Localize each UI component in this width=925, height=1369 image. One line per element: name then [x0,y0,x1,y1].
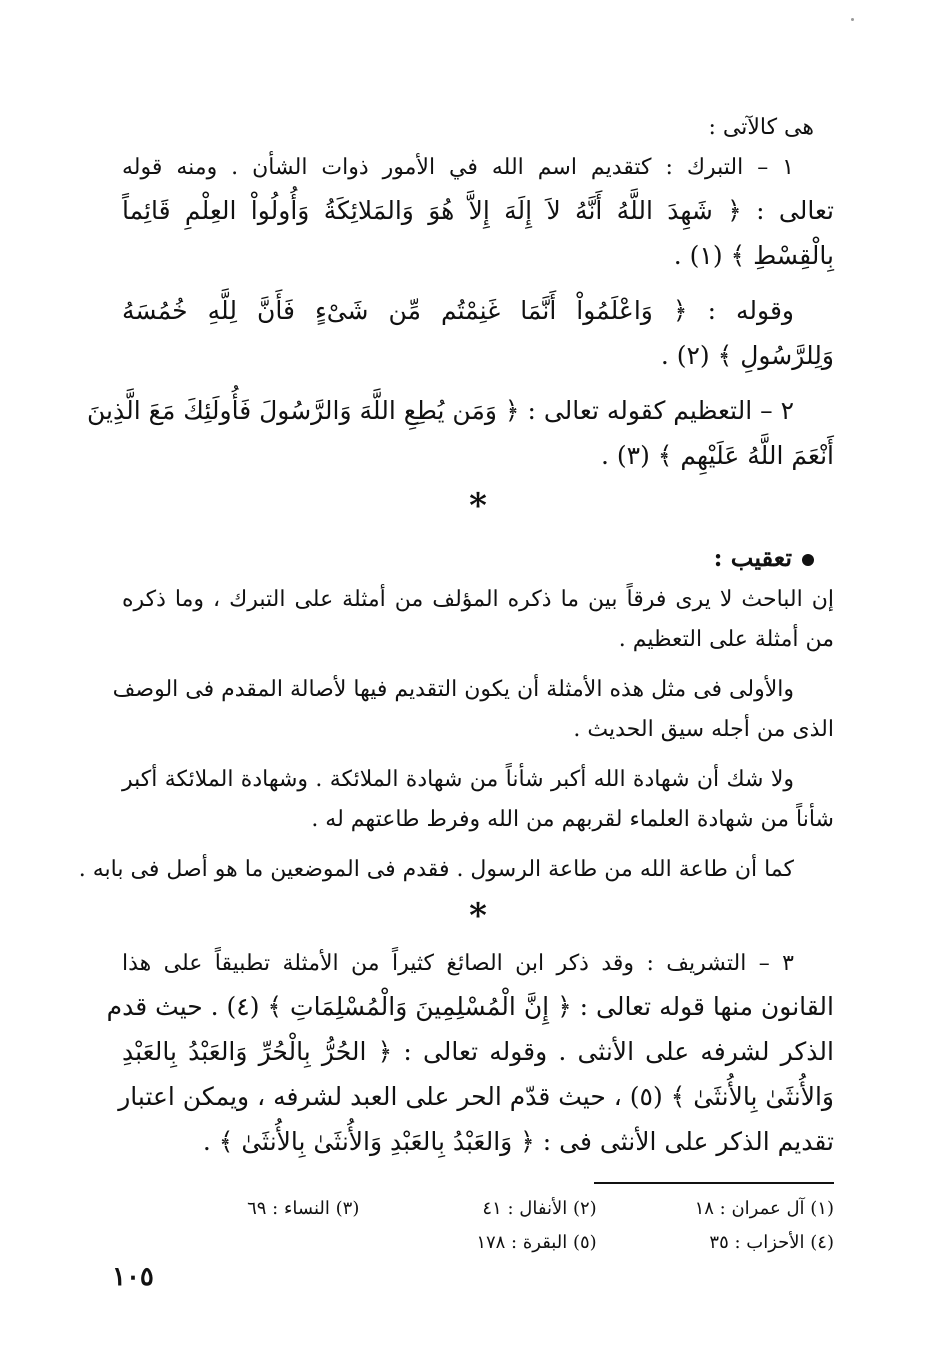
section-tashrif [106,944,834,1164]
footnote: (٣) النساء : ٦٩ [247,1198,360,1219]
section-taazim [87,388,834,478]
comment-section [78,536,834,890]
footnote: (٥) البقرة : ١٧٨ [476,1232,597,1253]
text-line: ١ – التبرك : كتقديم اسم الله في الأمور ذوات الشأن . ومنه قوله [122,155,794,180]
intro-line: هى كالآتى : [708,115,814,140]
quran-verse-line: تقديم الذكر على الأنثى فى : ﴿ وَالعَبْدُ بِالعَبْدِ وَالأُنثَىٰ بِالأُنثَىٰ ﴾ . [202,1127,834,1156]
quran-verse-line: وَالأُنثَىٰ بِالأُنثَىٰ ﴾ (٥) ، حيث قدّم الحر على العبد لشرفه ، ويمكن اعتبار [118,1082,834,1111]
comment-heading [122,536,834,580]
quran-verse-line: وَلِلرَّسُولِ ﴾ (٢) . [660,341,834,370]
footnote: (١) آل عمران : ١٨ [694,1198,834,1219]
text-line: والأولى فى مثل هذه الأمثلة أن يكون التقديم فيها لأصالة المقدم فى الوصف [112,677,794,702]
text-line: الذى من أجله سيق الحديث . [573,717,834,742]
footnotes [122,1192,834,1260]
text-line: كما أن طاعة الله من طاعة الرسول . فقدم فى الموضعين ما هو أصل فى بابه . [78,857,794,882]
quran-verse-line: تعالى : ﴿ شَهِدَ اللَّهُ أَنَّهُ لاَ إِلَهَ إِلاَّ هُوَ وَالمَلائِكَةُ وَأُولُواْ العِلْمِ قَائِماً [122,196,834,225]
scan-speck [851,18,854,21]
quran-verse-line: وقوله : ﴿ وَاعْلَمُواْ أَنَّمَا غَنِمْتُم مِّن شَىْءٍ فَأَنَّ لِلَّهِ خُمُسَهُ [122,296,794,325]
quran-verse-line: أَنْعَمَ اللَّهُ عَلَيْهِم ﴾ (٣) . [600,441,834,470]
separator-star: * [469,896,487,936]
quran-verse-line: الذكر لشرفه على الأنثى . وقوله تعالى : ﴿ الحُرُّ بِالْحُرِّ وَالعَبْدُ بِالعَبْدِ [122,1037,834,1066]
text-line: إن الباحث لا يرى فرقاً بين ما ذكره المؤلف من أمثلة على التبرك ، وما ذكره [122,587,834,612]
quran-verse-line: بِالْقِسْطِ ﴾ (١) . [673,241,834,270]
quran-verse-line: ٢ – التعظيم كقوله تعالى : ﴿ وَمَن يُطِعِ اللَّهَ وَالرَّسُولَ فَأُولَئِكَ مَعَ الَّذِينَ [87,396,794,425]
text-line: شأناً من شهادة العلماء لقربهم من الله وفرط طاعتهم له . [311,807,834,832]
text-line: ولا شك أن شهادة الله أكبر شأناً من شهادة الملائكة . وشهادة الملائكة أكبر [122,767,794,792]
text-line: ٣ – التشريف : وقد ذكر ابن الصائغ كثيراً من الأمثلة تطبيقاً على هذا [122,951,794,976]
comment-heading-text: تعقيب : [713,543,792,572]
footnote: (٤) الأحزاب : ٣٥ [709,1232,834,1253]
document-page [78,108,834,1260]
section-tabarruk [122,148,834,378]
separator-star: * [469,486,487,526]
text-line: من أمثلة على التعظيم . [618,627,834,652]
bullet-icon [802,554,814,566]
footnote-divider [594,1182,834,1184]
footnote: (٢) الأنفال : ٤١ [482,1198,597,1219]
quran-verse-line: القانون منها قوله تعالى : ﴿ إِنَّ الْمُسْلِمِينَ وَالْمُسْلِمَاتِ ﴾ (٤) . حيث قدم [106,992,834,1021]
page-number: ١٠٥ [112,1262,154,1292]
